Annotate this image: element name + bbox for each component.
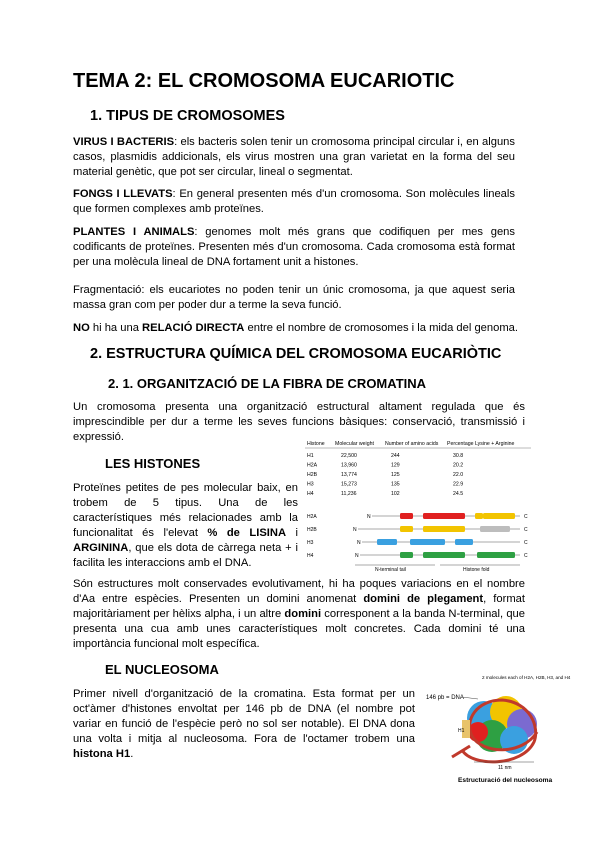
paragraph-histones: Proteïnes petites de pes molecular baix, en trobem de 5 tipus. Una de les característiques més relacionades amb la funcionalitat és l'elevat % de LISINA i ARGININA, que els dota de càrrega neta + i facilita les interaccions amb el DNA. [73,482,299,569]
bar-segment [423,513,465,519]
table-cell: H2B [307,472,318,478]
table-cell: 22.0 [453,472,464,478]
nucleosome-caption: Estructuració del nucleosoma [458,777,553,784]
table-cell: 20.2 [453,462,464,469]
paragraph-fongs-llevats: FONGS I LLEVATS: En general presenten més d'un cromosoma. Son molècules lineals que formen complexes amb proteïnes. [73,188,515,215]
table-cell: H4 [307,491,314,497]
nucleosome-label-top: 2 molecules each of H2A, H2B, H3, and H4 [482,675,571,680]
paragraph-plantes-animals: PLANTES I ANIMALS: genomes molt més grans que codifiquen per mes gens codificants de proteïnes. Presenten més d'un cromosoma. Cada cromosoma està format per una molècula lineal de DNA fortament unit a histones. [73,226,515,268]
axis-label-n-terminal: N-terminal tail [375,567,406,573]
paragraph-fragmentacio: Fragmentació: els eucariotes no poden tenir un únic cromosoma, ja que aquest seria massa gran com per poder dur a terme la seva funció. [73,284,515,311]
histones-heading: LES HISTONES [105,456,201,471]
bar-label: H3 [307,540,314,546]
bar-label: H2B [307,527,317,533]
table-cell: 24.5 [453,491,464,497]
paragraph-virus-bacteris: VIRUS I BACTERIS: els bacteris solen tenir un cromosoma principal circular i, en alguns casos, plasmidis addicionals, els virus mostren una gran varietat en la forma del seu material genètic, que pot ser circular, lineal o segmentat. [73,136,516,178]
bar-n-label: N [367,514,371,520]
table-cell: 102 [391,491,400,497]
table-cell: 22.9 [453,481,464,488]
table-cell: 30.8 [453,453,464,459]
bar-segment [377,539,397,545]
table-cell: 135 [391,481,400,488]
nucleosome-label-width: 11 nm [498,765,512,771]
bar-c-label: C [524,553,528,559]
bar-segment [400,526,413,532]
table-cell: 22,500 [341,453,357,459]
histone-figure [305,436,535,572]
bar-segment [455,539,473,545]
page-title: TEMA 2: EL CROMOSOMA EUCARIOTIC [73,70,455,92]
bar-c-label: C [524,540,528,546]
axis-label-histone-fold: Histone fold [463,567,490,573]
bar-label: H4 [307,553,314,559]
table-cell: 244 [391,453,400,459]
table-header-1: Molecular weight [335,441,374,447]
table-cell: H3 [307,481,314,488]
bar-segment [475,513,483,519]
paragraph-relacio-directa: NO hi ha una RELACIÓ DIRECTA entre el nombre de cromosomes i la mida del genoma. [73,322,518,334]
bar-segment [410,539,445,545]
histone-octamer [467,696,537,754]
bar-segment [483,513,515,519]
paragraph-nucleosoma: Primer nivell d'organització de la cromatina. Esta format per un oct'àmer d'histones envoltat per 146 pb de DNA (el nombre pot variar en funció de l'espècie però no sol ser notable). El DNA dona una volta i mitja al nucleosoma. Fora de l'octamer trobem una histona H1. [73,688,415,760]
bar-segment [423,552,465,558]
bar-c-label: C [524,527,528,533]
bar-segment [480,526,510,532]
subsection-2-1-heading: 2. 1. ORGANITZACIÓ DE LA FIBRA DE CROMATINA [108,376,427,391]
section-1-heading: 1. TIPUS DE CROMOSOMES [90,108,285,124]
table-header-3: Percentage Lysine + Arginine [447,441,515,447]
bar-n-label: N [353,527,357,533]
table-cell: 13,960 [341,462,357,469]
table-header-0: Histone [307,441,325,447]
section-2-heading: 2. ESTRUCTURA QUÍMICA DEL CROMOSOMA EUCARIÒTIC [90,346,502,362]
bar-segment [400,552,413,558]
bar-c-label: C [524,514,528,520]
nucleosome-label-h1: H1 [458,728,465,734]
paragraph-intro-cromosoma: Un cromosoma presenta una organització estructural altament regulada que és imprescindible per dur a terme les seves funcions bàsiques: conservació, transmissió i expressió. [73,401,525,443]
bar-n-label: N [355,553,359,559]
table-cell: H2A [307,462,318,469]
bar-label: H2A [307,514,317,520]
table-cell: 125 [391,472,400,478]
table-cell: 15,273 [341,481,357,488]
nucleosome-figure [422,672,571,784]
bar-segment [477,552,515,558]
bar-segment [400,513,413,519]
bar-segment [423,526,465,532]
nucleosoma-heading: EL NUCLEOSOMA [105,662,219,677]
nucleosome-label-dna: 146 pb = DNA [426,695,464,701]
paragraph-conservades: Són estructures molt conservades evolutivament, hi ha poques variacions en el nombre d'Aa entre espècies. Presenten un domini anomenat domini de plegament, format majoritàriament per hèlixs alpha, i un altre domini corresponent a la banda N-terminal, que presenta una cua amb unes característiques molt concretes. Cada domini té una importància funcional molt específica. [73,578,525,650]
table-cell: 11,236 [341,491,357,497]
table-cell: H1 [307,453,314,459]
table-cell: 129 [391,462,400,469]
table-cell: 13,774 [341,472,357,478]
bar-n-label: N [357,540,361,546]
table-header-2: Number of amino acids [385,441,439,447]
